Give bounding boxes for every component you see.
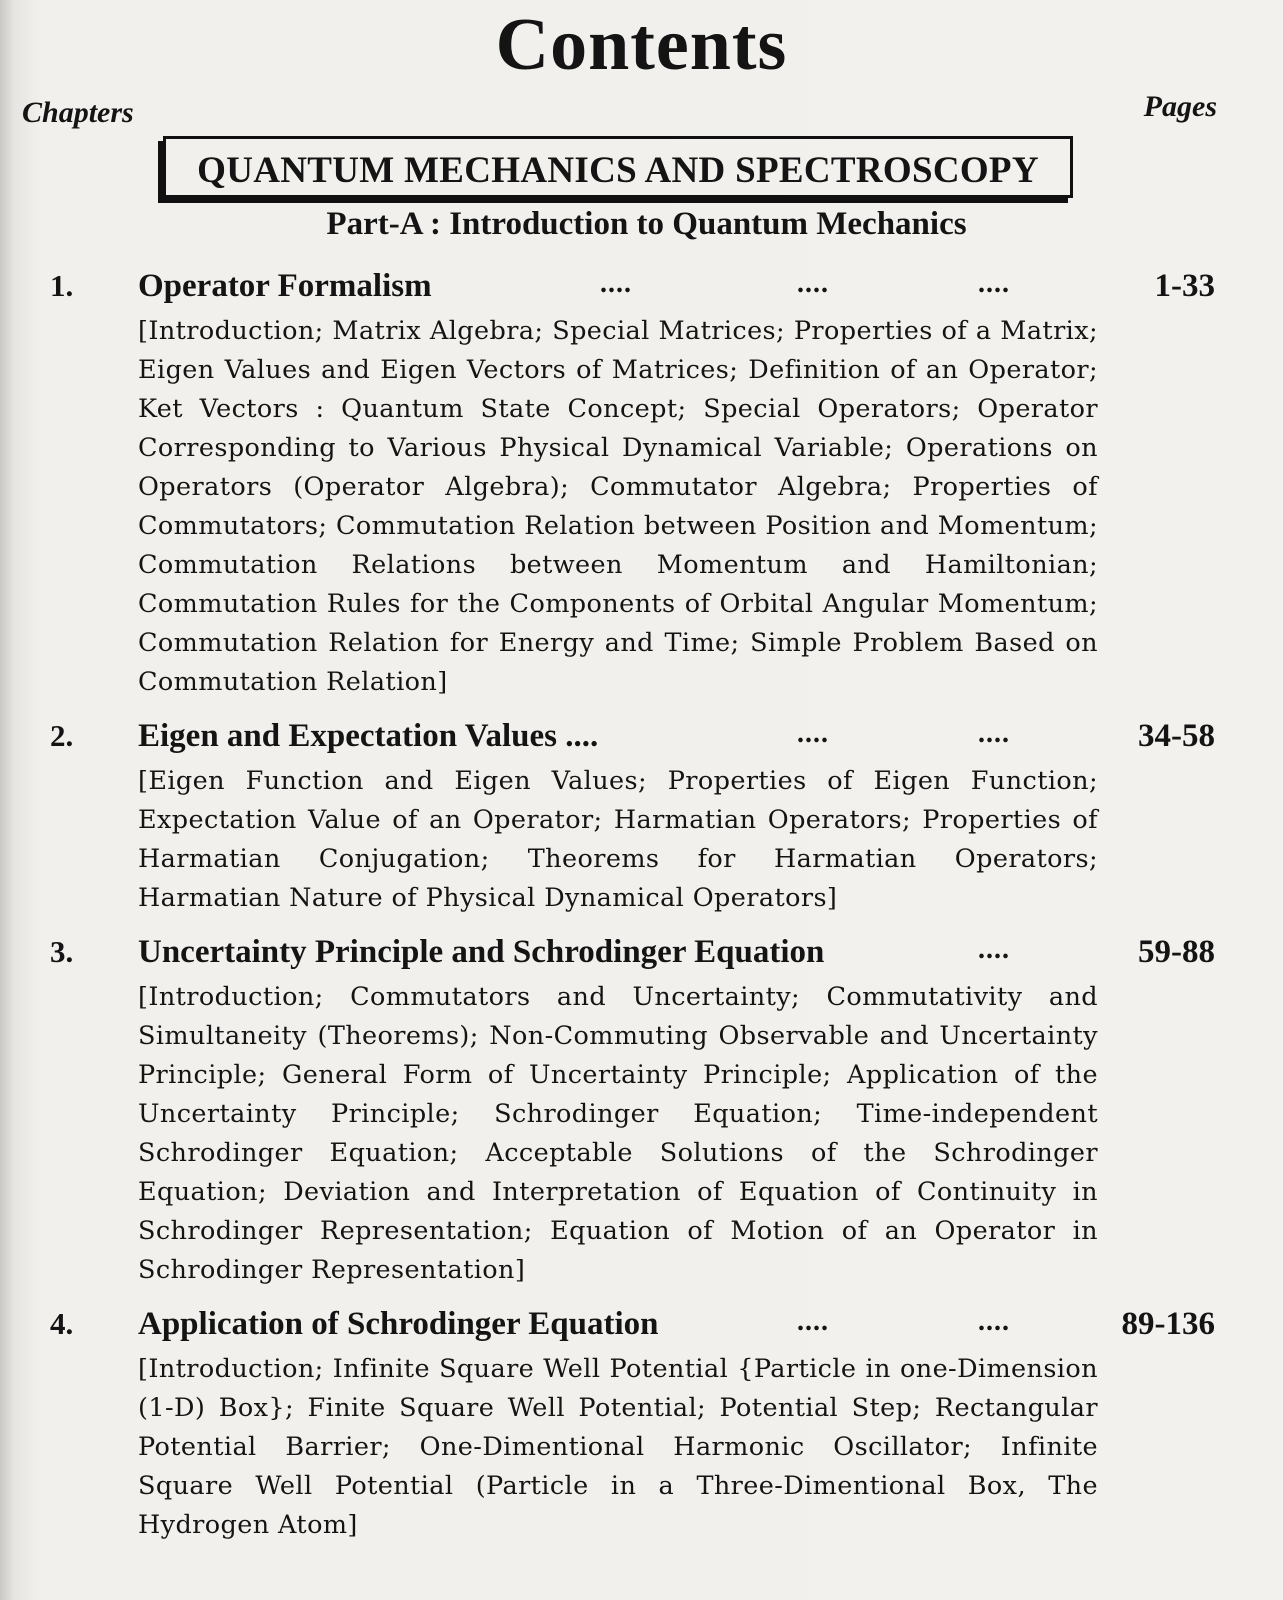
leader-dots: ....	[978, 268, 1010, 299]
chapter-topics: [Introduction; Commutators and Uncertainty; Commutativity and Simultaneity (Theorems); Non-Commuting Observable and Uncertainty Principle; General Form of Uncertainty Principle; Application of the Uncertainty Principle; Schrodinger Equation; Time-independent Schrodinger Equation; Acceptable Solutions of the Schrodinger Equation; Deviation and Interpretation of Equation of Continuity in Schrodinger Representation; Equation of Motion of an Operator in Schrodinger Representation]	[138, 982, 1098, 1285]
part-title: Part-A : Introduction to Quantum Mechanics	[326, 206, 967, 242]
chapter-topics: [Eigen Function and Eigen Values; Properties of Eigen Function; Expectation Value of an Operator; Harmatian Operators; Properties of Harmatian Conjugation; Theorems for Harmatian Operators; Harmatian Nature of Physical Dynamical Operators]	[138, 766, 1098, 913]
section-heading-box	[163, 136, 1073, 198]
chapter-topics: [Introduction; Infinite Square Well Potential {Particle in one-Dimension (1-D) Box}; Finite Square Well Potential; Potential Step; Rectangular Potential Barrier; One-Dimentional Harmonic Oscillator; Infinite Square Well Potential (Particle in a Three-Dimentional Box, The Hydrogen Atom]	[138, 1354, 1098, 1540]
chapter-number: 1.	[50, 268, 74, 303]
section-title: QUANTUM MECHANICS AND SPECTROSCOPY	[197, 150, 1039, 191]
chapter-topics: [Introduction; Matrix Algebra; Special Matrices; Properties of a Matrix; Eigen Values and Eigen Vectors of Matrices; Definition of an Operator; Ket Vectors : Quantum State Concept; Special Operators; Operator Corresponding to Various Physical Dynamical Variable; Operations on Operators (Operator Algebra); Commutator Algebra; Properties of Commutators; Commutation Relation between Position and Momentum; Commutation Relations between Momentum and Hamiltonian; Commutation Rules for the Components of Orbital Angular Momentum; Commutation Relation for Energy and Time; Simple Problem Based on Commutation Relation]	[138, 316, 1098, 697]
chapter-title[interactable]: Operator Formalism	[138, 268, 432, 304]
leader-dots: ....	[797, 718, 829, 749]
page-title: Contents	[495, 4, 788, 86]
leader-dots: ....	[978, 718, 1010, 749]
chapter-title[interactable]: Application of Schrodinger Equation	[138, 1306, 659, 1342]
page-range: 1-33	[1154, 268, 1215, 304]
chapter-number: 2.	[50, 718, 74, 753]
chapter-title[interactable]: Eigen and Expectation Values ....	[138, 718, 599, 754]
leader-dots: ....	[978, 934, 1010, 965]
leader-dots: ....	[797, 268, 829, 299]
page-range: 34-58	[1138, 718, 1215, 754]
page-range: 89-136	[1121, 1306, 1215, 1342]
page-range: 59-88	[1138, 934, 1215, 970]
chapter-number: 4.	[50, 1306, 74, 1341]
leader-dots: ....	[978, 1306, 1010, 1337]
leader-dots: ....	[600, 268, 632, 299]
pages-column-label: Pages	[1143, 90, 1217, 123]
chapters-column-label: Chapters	[22, 96, 134, 129]
chapter-number: 3.	[50, 934, 74, 969]
leader-dots: ....	[797, 1306, 829, 1337]
chapter-title[interactable]: Uncertainty Principle and Schrodinger Equation	[138, 934, 825, 970]
